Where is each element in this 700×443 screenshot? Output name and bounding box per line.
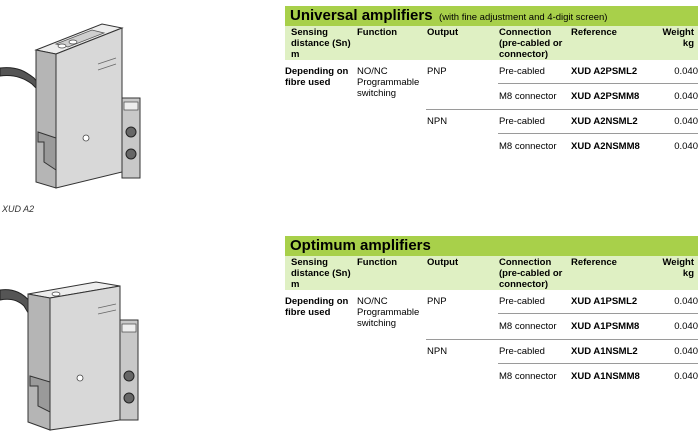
weight-cell: 0.040 — [674, 296, 698, 307]
optimum-amplifiers-section — [285, 236, 698, 393]
reference-cell: XUD A2NSML2 — [571, 116, 638, 127]
header-output: Output — [427, 27, 459, 38]
universal-amplifiers-section — [285, 6, 698, 163]
function-cell: NO/NC Programmable switching — [357, 296, 420, 329]
section-title: Universal amplifiers — [290, 7, 433, 24]
connection-cell: Pre-cabled — [499, 66, 545, 77]
reference-cell: XUD A2PSMM8 — [571, 91, 640, 102]
weight-cell: 0.040 — [674, 141, 698, 152]
reference-cell: XUD A2NSMM8 — [571, 141, 640, 152]
header-function: Function — [357, 257, 398, 268]
reference-cell: XUD A2PSML2 — [571, 66, 638, 77]
output-npn: NPN — [427, 346, 448, 357]
output-pnp: PNP — [427, 296, 447, 307]
connection-cell: M8 connector — [499, 371, 557, 382]
output-npn: NPN — [427, 116, 448, 127]
weight-cell: 0.040 — [674, 371, 698, 382]
table-header — [285, 26, 698, 60]
connection-cell: M8 connector — [499, 141, 557, 152]
section-title-bar — [285, 6, 698, 26]
section-title-bar — [285, 236, 698, 256]
row-divider — [498, 313, 698, 314]
reference-cell: XUD A1NSMM8 — [571, 371, 640, 382]
header-connection: Connection (pre-cabled or connector) — [499, 257, 563, 290]
weight-cell: 0.040 — [674, 116, 698, 127]
section-subtitle: (with fine adjustment and 4-digit screen) — [439, 12, 608, 23]
connection-cell: Pre-cabled — [499, 346, 545, 357]
header-reference: Reference — [571, 27, 617, 38]
reference-cell: XUD A1PSMM8 — [571, 321, 640, 332]
row-divider — [498, 133, 698, 134]
header-weight: Weight kg — [662, 257, 694, 279]
header-weight: Weight kg — [662, 27, 694, 49]
optimum-amplifier-image — [0, 280, 165, 443]
header-function: Function — [357, 27, 398, 38]
header-reference: Reference — [571, 257, 617, 268]
universal-amplifier-image — [0, 20, 165, 205]
reference-cell: XUD A1PSML2 — [571, 296, 638, 307]
row-divider — [426, 109, 698, 110]
sensing-distance-cell: Depending on fibre used — [285, 296, 349, 318]
connection-cell: Pre-cabled — [499, 296, 545, 307]
section-title: Optimum amplifiers — [290, 237, 431, 254]
weight-cell: 0.040 — [674, 346, 698, 357]
connection-cell: M8 connector — [499, 91, 557, 102]
table-header — [285, 256, 698, 290]
weight-cell: 0.040 — [674, 91, 698, 102]
row-divider — [498, 363, 698, 364]
weight-cell: 0.040 — [674, 66, 698, 77]
sensing-distance-cell: Depending on fibre used — [285, 66, 349, 88]
table-body — [285, 60, 698, 163]
reference-cell: XUD A1NSML2 — [571, 346, 638, 357]
table-body — [285, 290, 698, 393]
header-connection: Connection (pre-cabled or connector) — [499, 27, 563, 60]
output-pnp: PNP — [427, 66, 447, 77]
connection-cell: Pre-cabled — [499, 116, 545, 127]
header-sensing: Sensing distance (Sn) m — [291, 257, 351, 290]
function-cell: NO/NC Programmable switching — [357, 66, 420, 99]
product-caption: XUD A2 — [2, 204, 35, 214]
connection-cell: M8 connector — [499, 321, 557, 332]
header-output: Output — [427, 257, 459, 268]
row-divider — [426, 339, 698, 340]
header-sensing: Sensing distance (Sn) m — [291, 27, 351, 60]
row-divider — [498, 83, 698, 84]
weight-cell: 0.040 — [674, 321, 698, 332]
